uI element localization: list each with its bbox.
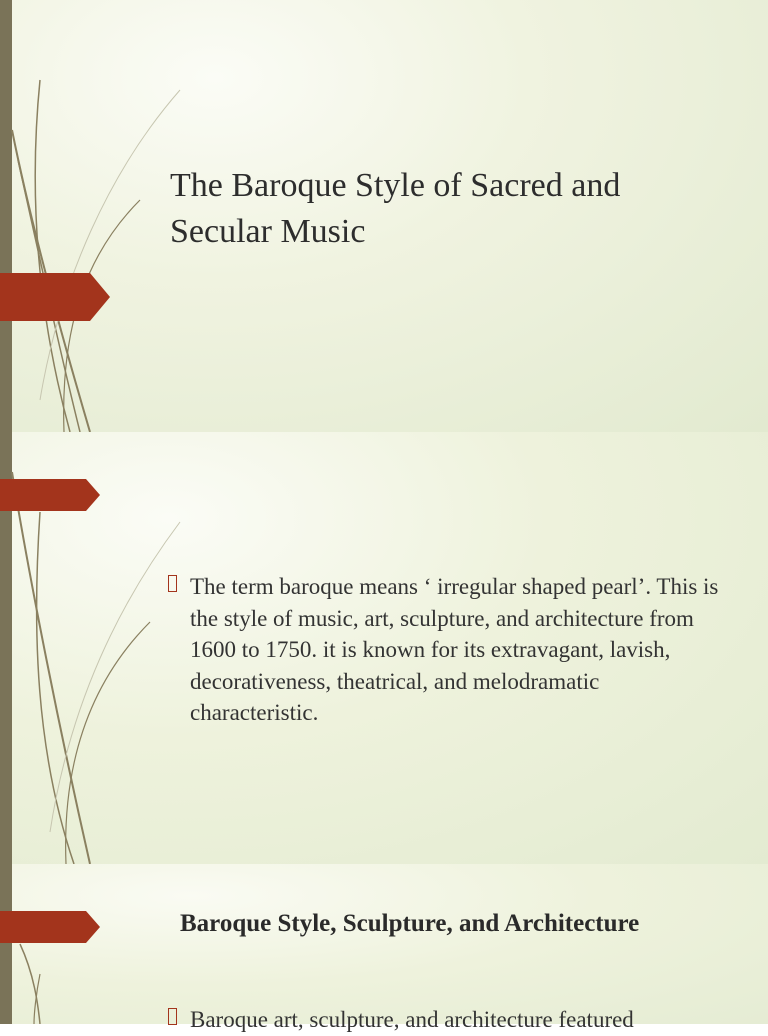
slide-title: The Baroque Style of Sacred and Secular Music — [170, 167, 621, 250]
art-bullet — [168, 1004, 748, 1036]
square-bullet-icon — [168, 575, 177, 592]
bullet-text: Baroque art, sculpture, and architecture featured — [190, 1007, 634, 1032]
arrow-tab-icon — [0, 479, 100, 511]
decorative-swoosh-icon — [0, 864, 200, 1024]
bullet-text: The term baroque means ‘ irregular shaped pearl’. This is the style of music, art, sculpture, and architecture from 1600 to 1750. it is known for its extravagant, lavish, decorativeness, theatrical, and melodramatic characteristic. — [190, 574, 719, 725]
art-slide — [0, 864, 768, 1024]
title-slide — [0, 0, 768, 432]
definition-bullet — [168, 571, 728, 729]
section-heading: Baroque Style, Sculpture, and Architecture — [180, 910, 640, 937]
square-bullet-icon — [168, 1008, 177, 1025]
arrow-tab-icon — [0, 273, 110, 321]
arrow-tab-icon — [0, 911, 100, 943]
